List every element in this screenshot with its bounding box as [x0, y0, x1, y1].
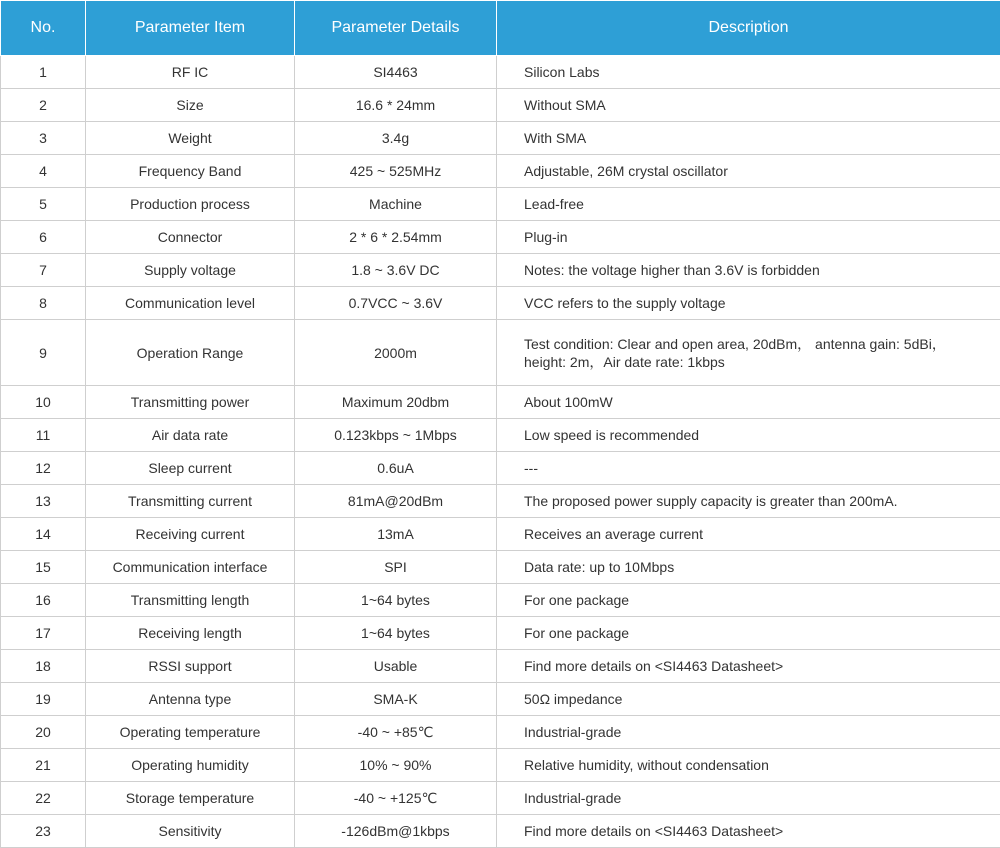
parameter-item-cell: Transmitting power: [86, 386, 295, 419]
parameter-details-cell: 0.6uA: [295, 452, 497, 485]
parameter-item-cell: Production process: [86, 188, 295, 221]
description-cell: For one package: [497, 617, 1000, 650]
parameter-details-cell: SMA-K: [295, 683, 497, 716]
parameter-item-cell: Sleep current: [86, 452, 295, 485]
parameter-item-cell: Sensitivity: [86, 815, 295, 848]
row-number-cell: 21: [1, 749, 86, 782]
parameter-details-cell: 0.7VCC ~ 3.6V: [295, 287, 497, 320]
parameter-details-cell: 13mA: [295, 518, 497, 551]
parameter-item-cell: Operation Range: [86, 320, 295, 386]
description-cell: About 100mW: [497, 386, 1000, 419]
parameter-item-cell: RSSI support: [86, 650, 295, 683]
row-number-cell: 6: [1, 221, 86, 254]
table-row: [1, 287, 1000, 320]
table-row: [1, 551, 1000, 584]
row-number-cell: 15: [1, 551, 86, 584]
parameter-item-cell: Transmitting current: [86, 485, 295, 518]
table-row: [1, 650, 1000, 683]
parameter-item-cell: Storage temperature: [86, 782, 295, 815]
parameter-item-cell: Weight: [86, 122, 295, 155]
table-row: [1, 386, 1000, 419]
parameter-item-cell: Air data rate: [86, 419, 295, 452]
table-row: [1, 89, 1000, 122]
parameter-details-cell: -40 ~ +125℃: [295, 782, 497, 815]
description-cell: For one package: [497, 584, 1000, 617]
header-description: Description: [497, 1, 1000, 56]
description-cell: Lead-free: [497, 188, 1000, 221]
parameter-item-cell: Receiving length: [86, 617, 295, 650]
parameter-details-cell: -40 ~ +85℃: [295, 716, 497, 749]
header-no: No.: [1, 1, 86, 56]
table-row: [1, 683, 1000, 716]
row-number-cell: 23: [1, 815, 86, 848]
parameter-item-cell: Connector: [86, 221, 295, 254]
table-row: [1, 155, 1000, 188]
description-cell: VCC refers to the supply voltage: [497, 287, 1000, 320]
description-cell: Silicon Labs: [497, 56, 1000, 89]
parameter-details-cell: 3.4g: [295, 122, 497, 155]
description-cell: Industrial-grade: [497, 716, 1000, 749]
table-row: [1, 221, 1000, 254]
parameter-details-cell: 1~64 bytes: [295, 584, 497, 617]
row-number-cell: 2: [1, 89, 86, 122]
parameter-details-cell: 1~64 bytes: [295, 617, 497, 650]
description-cell: Plug-in: [497, 221, 1000, 254]
table-body: [1, 56, 1000, 848]
table-row: [1, 56, 1000, 89]
description-cell: Low speed is recommended: [497, 419, 1000, 452]
parameter-details-cell: 16.6 * 24mm: [295, 89, 497, 122]
description-cell: Industrial-grade: [497, 782, 1000, 815]
table-row: [1, 485, 1000, 518]
row-number-cell: 7: [1, 254, 86, 287]
table-row: [1, 188, 1000, 221]
table-row: [1, 320, 1000, 386]
table-row: [1, 815, 1000, 848]
table-row: [1, 782, 1000, 815]
parameter-details-cell: 1.8 ~ 3.6V DC: [295, 254, 497, 287]
table-row: [1, 122, 1000, 155]
parameter-details-cell: Machine: [295, 188, 497, 221]
row-number-cell: 5: [1, 188, 86, 221]
parameter-details-cell: SPI: [295, 551, 497, 584]
table-row: [1, 749, 1000, 782]
parameter-details-cell: 10% ~ 90%: [295, 749, 497, 782]
table-row: [1, 419, 1000, 452]
parameter-details-cell: 2000m: [295, 320, 497, 386]
description-cell: Adjustable, 26M crystal oscillator: [497, 155, 1000, 188]
description-cell: Find more details on <SI4463 Datasheet>: [497, 650, 1000, 683]
parameter-item-cell: Operating humidity: [86, 749, 295, 782]
header-parameter-item: Parameter Item: [86, 1, 295, 56]
table-header-row: [1, 1, 1000, 56]
row-number-cell: 3: [1, 122, 86, 155]
parameter-item-cell: Transmitting length: [86, 584, 295, 617]
description-cell: Find more details on <SI4463 Datasheet>: [497, 815, 1000, 848]
description-cell: Receives an average current: [497, 518, 1000, 551]
row-number-cell: 20: [1, 716, 86, 749]
table-row: [1, 617, 1000, 650]
parameter-item-cell: Communication level: [86, 287, 295, 320]
parameter-details-cell: 2 * 6 * 2.54mm: [295, 221, 497, 254]
row-number-cell: 10: [1, 386, 86, 419]
parameter-item-cell: Frequency Band: [86, 155, 295, 188]
row-number-cell: 22: [1, 782, 86, 815]
parameter-item-cell: Receiving current: [86, 518, 295, 551]
parameter-item-cell: RF IC: [86, 56, 295, 89]
header-parameter-details: Parameter Details: [295, 1, 497, 56]
row-number-cell: 17: [1, 617, 86, 650]
description-cell: Data rate: up to 10Mbps: [497, 551, 1000, 584]
parameter-details-cell: 81mA@20dBm: [295, 485, 497, 518]
parameter-item-cell: Antenna type: [86, 683, 295, 716]
description-cell: The proposed power supply capacity is greater than 200mA.: [497, 485, 1000, 518]
row-number-cell: 18: [1, 650, 86, 683]
row-number-cell: 4: [1, 155, 86, 188]
table-row: [1, 452, 1000, 485]
parameter-details-cell: SI4463: [295, 56, 497, 89]
row-number-cell: 14: [1, 518, 86, 551]
row-number-cell: 1: [1, 56, 86, 89]
description-cell: Test condition: Clear and open area, 20dBm， antenna gain: 5dBi， height: 2m，Air date rate: 1kbps: [497, 320, 1000, 386]
row-number-cell: 11: [1, 419, 86, 452]
description-cell: 50Ω impedance: [497, 683, 1000, 716]
table-row: [1, 716, 1000, 749]
row-number-cell: 19: [1, 683, 86, 716]
row-number-cell: 16: [1, 584, 86, 617]
parameter-item-cell: Supply voltage: [86, 254, 295, 287]
row-number-cell: 9: [1, 320, 86, 386]
description-cell: With SMA: [497, 122, 1000, 155]
parameter-details-cell: -126dBm@1kbps: [295, 815, 497, 848]
parameter-details-cell: 0.123kbps ~ 1Mbps: [295, 419, 497, 452]
description-cell: Notes: the voltage higher than 3.6V is forbidden: [497, 254, 1000, 287]
parameter-item-cell: Size: [86, 89, 295, 122]
description-cell: Without SMA: [497, 89, 1000, 122]
table-row: [1, 518, 1000, 551]
row-number-cell: 12: [1, 452, 86, 485]
parameter-details-cell: Usable: [295, 650, 497, 683]
parameter-details-cell: 425 ~ 525MHz: [295, 155, 497, 188]
description-cell: ---: [497, 452, 1000, 485]
parameter-details-cell: Maximum 20dbm: [295, 386, 497, 419]
table-row: [1, 254, 1000, 287]
table-row: [1, 584, 1000, 617]
row-number-cell: 8: [1, 287, 86, 320]
parameter-item-cell: Operating temperature: [86, 716, 295, 749]
row-number-cell: 13: [1, 485, 86, 518]
description-cell: Relative humidity, without condensation: [497, 749, 1000, 782]
parameter-item-cell: Communication interface: [86, 551, 295, 584]
